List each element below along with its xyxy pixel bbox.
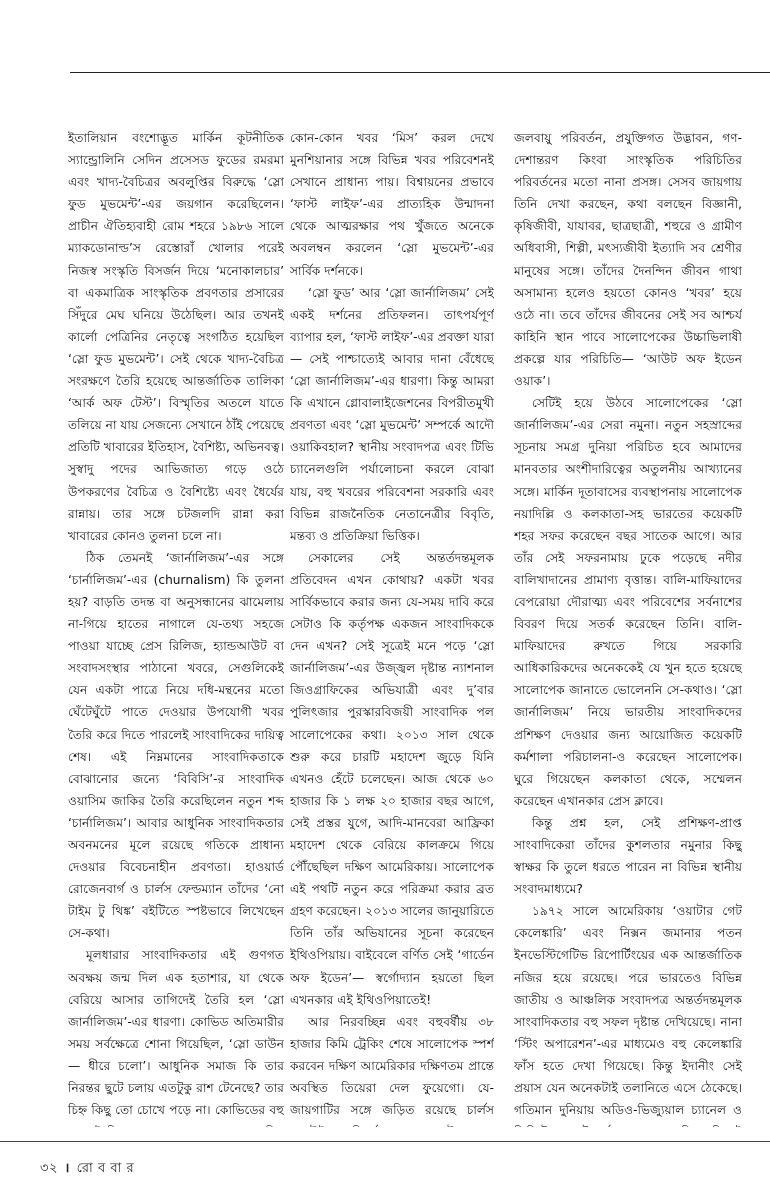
- page-footer: [40, 1158, 134, 1180]
- paragraph: ঠিক তেমনই ‘জার্নালিজম’-এর সঙ্গে ‘চার্নালিজম’-এর (churnalism) কি তুলনা হয়? বাড়তি তদন্ত বা অনুসন্ধানের ঝামেলায় না-গিয়ে হাতের নাগালে যে-তথ্য সহজে পাওয়া যাচ্ছে প্রেস রিলিজ, হ্যান্ডআউট বা সংবাদসংস্থার পাঠানো খবরে, সেগুলিকেই যেন একটা পাত্রে নিয়ে দধি-মন্থনের মতো ঘেঁটেঘুঁটে পাতে দেওয়ার উপযোগী খবর তৈরি করে দিতে পারলেই সাংবাদিকের দায়িত্ব শেষ। এই নিম্নমানের সাংবাদিকতাকে বোঝানোর জন্যে ‘বিবিসি’-র সাংবাদিক ওয়াসিম জাকির তৈরি করেছিলেন নতুন শব্দ ‘চার্নালিজম’। আবার আধুনিক সাংবাদিকতার অবনমনের মূলে রয়েছে গতিকে প্রাধান্য দেওয়ার বিবেচনাহীন প্রবণতা। হাওয়ার্ড রোজেনবার্গ ও চার্লস ফেল্ডম্যান তাঁদের ‘নো টাইম টু থিঙ্ক’ বইটিতে স্পষ্টভাবে লিখেছেন সে-কথা।: [68, 550, 284, 941]
- magazine-name: রো ব বা র: [76, 1161, 135, 1176]
- paragraph: সেটিই হয়ে উঠবে সালোপেকের ‘স্লো জার্নালিজম’-এর সেরা নমুনা। নতুন সহস্রাব্দের সূচনায় সমগ্র দুনিয়া পরিচিত হবে আমাদের মানবতার অংশীদারিত্বের অতুলনীয় আখ্যানের সঙ্গে। মার্কিন দূতাবাসের ব্যবস্থাপনায় সালোপেক নয়াদিল্লি ও কলকাতা-সহ ভারতের কয়েকটি শহর সফর করেছেন বছর সাতেক আগে। আর তাঁর সেই সফরনামায় ঢুকে পড়েছে নদীর বালিখাদানের প্রামাণ্য বৃত্তান্ত। বালি-মাফিয়াদের বেপরোয়া দৌরাত্ম্য এবং পরিবেশের সর্বনাশের বিবরণ দিয়ে সতর্ক করেছেন তিনি। বালি-মাফিয়াদের রুখতে গিয়ে সরকারি আধিকারিকদের অনেককেই যে খুন হতে হয়েছে সালোপেক জানাতে ভোলেননি সে-কথাও। ‘স্লো জার্নালিজম’ নিয়ে ভারতীয় সাংবাদিকদের প্রশিক্ষণ দেওয়ার জন্য আয়োজিত কয়েকটি কর্মশালা পরিচালনা-ও করেছেন সালোপেক। ঘুরে গিয়েছেন কলকাতা থেকে, সম্মেলন করেছেন এখানকার প্রেস ক্লাবে।: [514, 396, 742, 808]
- article-column-2: [290, 127, 494, 1127]
- article-column-3: [514, 127, 742, 1127]
- paragraph: কিন্তু প্রশ্ন হল, সেই প্রশিক্ষণ-প্রাপ্ত সাংবাদিকেরা তাঁদের কুশলতার নমুনার কিছু স্বাক্ষর কি তুলে ধরতে পারেন না বিভিন্ন স্থানীয় সংবাদমাধ্যমে?: [514, 815, 742, 897]
- page-number: ৩২: [40, 1161, 58, 1176]
- paragraph: ‘স্লো ফুড’ আর ‘স্লো জার্নালিজম’ সেই একই দর্শনের প্রতিফলন। তাৎপর্যপূর্ণ ব্যাপার হল, ‘ফাস্ট লাইফ’-এর প্রবক্তা যারা— সেই পাশ্চাত্যেই আবার দানা বেঁধেছে ‘স্লো জার্নালিজম’-এর ধারণা। কিন্তু আমরা কি এখানে গ্লোবালাইজেশনের বিপরীতমুখী প্রবণতা এবং ‘স্লো মুভমেন্ট’ সম্পর্কে আদৌ ওয়াকিবহাল? স্থানীয় সংবাদপত্র এবং টিভি চ্যানেলগুলি পর্যালোচনা করলে বোঝা যায়, বহু খবরের পরিবেশনা সরকারি এবং বিভিন্ন রাজনৈতিক নেতানেত্রীর বিবৃতি, মন্তব্য ও প্রতিক্রিয়া ভিত্তিক।: [290, 285, 494, 543]
- article-column-1: [68, 127, 284, 1127]
- paragraph: ১৯৭২ সালে আমেরিকায় ‘ওয়াটার গেট কেলেঙ্কারি’ এবং নিক্সন জমানার পতন ইনভেস্টিগেটিভ রিপোর্টিংয়ের এক আন্তর্জাতিক নজির হয়ে রয়েছে। পরে ভারতেও বিভিন্ন জাতীয় ও আঞ্চলিক সংবাদপত্র অন্তর্তদন্তমূলক সাংবাদিকতার বহু সফল দৃষ্টান্ত দেখিয়েছে। নানা ‘স্টিং অপারেশন’-এর মাধ্যমেও বহু কেলেঙ্কারি ফাঁস হতে দেখা গিয়েছে। কিন্তু ইদানীং সেই প্রয়াস যেন অনেকটাই তলানিতে এসে ঠেকেছে। গতিমান দুনিয়ায় অডিও-ভিজ্যুয়াল চ্যানেল ও: [514, 904, 742, 1118]
- paragraph: ইতালিয়ান বংশোদ্ভূত মার্কিন কূটনীতিক স্যান্ড্রোলিনি সেদিন প্রসেসড ফুডের রমরমা এবং খাদ্য-বৈচিত্রর অবলুপ্তির বিরুদ্ধে ‘স্লো ফুড মুভমেন্ট’-এর জয়গান করেছিলেন। প্রাচীন ঐতিহ্যবাহী রোম শহরে ১৯৮৬ সালে ম্যাকডোনাল্ড’স রেস্তোরাঁ খোলার পরেই নিজস্ব সংস্কৃতি বিসর্জন দিয়ে ‘মনোকালচার’ বা একমাত্রিক সাংস্কৃতিক প্রবণতার প্রসারের সিঁদুরে মেঘ ঘনিয়ে উঠেছিল। আর তখনই কার্লো পেত্রিনির নেতৃত্বে সংগঠিত হয়েছিল ‘স্লো ফুড মুভমেন্ট’। সেই থেকে খাদ্য-বৈচিত্র সংরক্ষণে তৈরি হয়েছে আন্তর্জাতিক তালিকা ‘আর্ক অফ টেস্ট’। বিস্মৃতির অতলে যাতে তলিয়ে না যায় সেজন্যে সেখানে ঠাঁই পেয়েছে প্রতিটি খাবারের ইতিহাস, বৈশিষ্ট্য, অভিনবত্ব। সুস্বাদু পদের আভিজাত্য গড়ে ওঠে উপকরণের বৈচিত্র ও বৈশিষ্ট্যে এবং ধৈর্যের রান্নায়। তার সঙ্গে চটজলদি রান্না করা খাবারের কোনও তুলনা চলে না।: [68, 131, 284, 543]
- paragraph: জলবায়ু পরিবর্তন, প্রযুক্তিগত উদ্ভাবন, গণ-দেশান্তরণ কিংবা সাংস্কৃতিক পরিচিতির পরিবর্তনের মতো নানা প্রসঙ্গ। সেসব জায়গায় তিনি দেখা করছেন, কথা বলছেন বিজ্ঞানী, কৃষিজীবী, যাযাবর, ছাত্রছাত্রী, শহুরে ও গ্রামীণ অধিবাসী, শিল্পী, মৎস্যজীবী ইত্যাদি সব শ্রেণীর মানুষের সঙ্গে। তাঁদের দৈনন্দিন জীবন গাথা অসামান্য হলেও হয়তো কোনও ‘খবর’ হয়ে ওঠে না। তবে তাঁদের জীবনের সেই সব আশ্চর্য কাহিনি স্থান পাবে সালোপেকের উচ্চাভিলাষী প্রকল্পে যার পরিচিতি— ‘আউট অফ ইডেন ওয়াক’।: [514, 131, 742, 389]
- footer-rule: [0, 1141, 770, 1142]
- top-rule: [70, 72, 770, 73]
- paragraph: মূলধারার সাংবাদিকতার এই গুণগত অবক্ষয় জন্ম দিল এক হতাশার, যা থেকে বেরিয়ে আসার তাগিদেই তৈরি হল ‘স্লো জার্নালিজম’-এর ধারণা। কোভিড অতিমারীর সময় সর্বক্ষেত্রে শোনা গিয়েছিল, ‘স্লো ডাউন— ধীরে চলো’। আধুনিক সমাজ কি তার নিরন্তর ছুটে চলায় এতটুকু রাশ টেনেছে? তার চিহ্ন কিছু তো চোখে পড়ে না। কোভিডের বহু: [68, 948, 284, 1118]
- footer-separator: ।: [64, 1161, 70, 1176]
- paragraph: কোন-কোন খবর ‘মিস’ করল দেখে মুনশিয়ানার সঙ্গে বিভিন্ন খবর পরিবেশনই সেখানে প্রাধান্য পায়। বিশ্বায়নের প্রভাবে ‘ফাস্ট লাইফ’-এর প্রাত্যহিক উন্মাদনা থেকে আত্মরক্ষার পথ খুঁজতে অনেকে অবলম্বন করলেন ‘স্লো মুভমেন্ট’-এর সার্বিক দর্শনকে।: [290, 131, 494, 278]
- paragraph: আর নিরবচ্ছিন্ন এবং বহুবর্ষীয় ৩৮ হাজার কিমি ট্রেকিং শেষে সালোপেক স্পর্শ করবেন দক্ষিণ আমেরিকার দক্ষিণতম প্রান্তে অবস্থিত তিয়েরা দেল ফুয়েগো। যে-জায়গাটির সঙ্গে জড়িত রয়েছে চার্লস: [290, 1014, 494, 1118]
- paragraph: সেকালের সেই অন্তর্তদন্তমূলক প্রতিবেদন এখন কোথায়? একটা খবর সার্বিকভাবে করার জন্য যে-সময় দাবি করে সেটাও কি কর্তৃপক্ষ একজন সাংবাদিককে দেন এখন? সেই সূত্রেই মনে পড়ে ‘স্লো জার্নালিজম’-এর উজ্জ্বল দৃষ্টান্ত ন্যাশনাল জিওগ্রাফিকের অভিযাত্রী এবং দু’বার পুলিৎজার পুরস্কারবিজয়ী সাংবাদিক পল সালোপেকের কথা। ২০১৩ সাল থেকে শুরু করে চারটি মহাদেশ জুড়ে যিনি এখনও হেঁটে চলেছেন। আজ থেকে ৬০ হাজার কি ১ লক্ষ ২০ হাজার বছর আগে, সেই প্রস্তর যুগে, আদি-মানবেরা আফ্রিকা মহাদেশ থেকে বেরিয়ে কালক্রমে গিয়ে পৌঁছেছিল দক্ষিণ আমেরিকায়। সালোপেক এই পথটি নতুন করে পরিক্রমা করার ব্রত গ্রহণ করেছেন। ২০১৩ সালের জানুয়ারিতে তিনি তাঁর অভিযানের সূচনা করেছেন ইথিওপিয়ায়। বাইবেলে বর্ণিত সেই ‘গার্ডেন অফ ইডেন’— স্বর্গোদ্যান হয়তো ছিল এখনকার এই ইথিওপিয়াতেই!: [290, 550, 494, 1007]
